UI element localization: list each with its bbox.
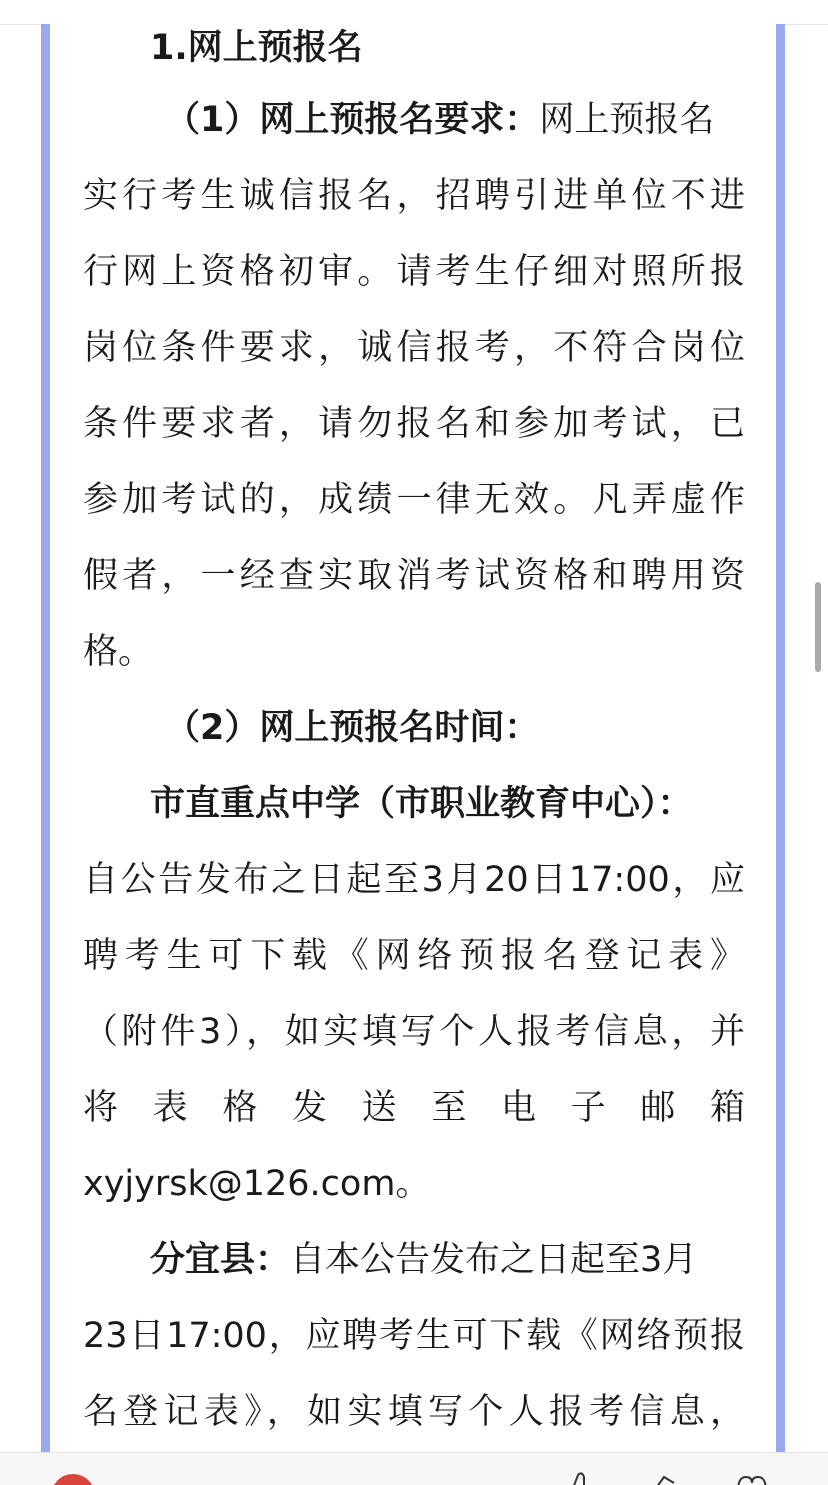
county-first-line [150,1238,745,1282]
school-line: （附件3），如实填写个人报考信息，并 [83,1012,745,1052]
article-content [50,24,776,1452]
like-icon[interactable] [566,1471,596,1485]
school-heading: 市直重点中学（市职业教育中心）： [150,784,693,824]
school-line: 将表格发送至电子邮箱 [83,1088,745,1128]
county-label: 分宜县： [150,1240,291,1280]
item1-line: 假者，一经查实取消考试资格和聘用资 [83,556,745,596]
item1-line: 条件要求者，请勿报名和参加考试，已 [83,404,745,444]
section-heading: 1.网上预报名 [150,28,363,68]
item2-label: （2）网上预报名时间： [165,708,540,748]
item1-line: 格。 [83,632,154,672]
item1-label: （1）网上预报名要求： [165,100,540,140]
article-border-left [41,24,50,1452]
item1-text-first: 网上预报名 [539,100,715,140]
favorite-icon[interactable] [732,1471,772,1485]
item1-line: 实行考生诚信报名，招聘引进单位不进 [83,176,745,216]
school-line: 聘考生可下载《网络预报名登记表》 [83,936,745,976]
article-border-right [776,24,785,1452]
county-line: 名登记表》，如实填写个人报考信息， [83,1392,745,1432]
item1-line: 行网上资格初审。请考生仔细对照所报 [83,252,745,292]
avatar-icon[interactable] [48,1471,98,1485]
email-line: xyjyrsk@126.com。 [83,1164,431,1204]
scrollbar-thumb[interactable] [815,582,821,672]
item1-line: 岗位条件要求，诚信报考，不符合岗位 [83,328,745,368]
top-strip [0,0,828,25]
share-icon[interactable] [650,1471,680,1485]
bottom-toolbar [0,1452,828,1485]
item1-line: 参加考试的，成绩一律无效。凡弄虚作 [83,480,745,520]
county-line: 23日17:00，应聘考生可下载《网络预报 [83,1316,745,1356]
county-text-first: 自本公告发布之日起至3月 [290,1240,698,1280]
school-line: 自公告发布之日起至3月20日17:00，应 [83,860,745,900]
item1-first-line [165,98,745,142]
